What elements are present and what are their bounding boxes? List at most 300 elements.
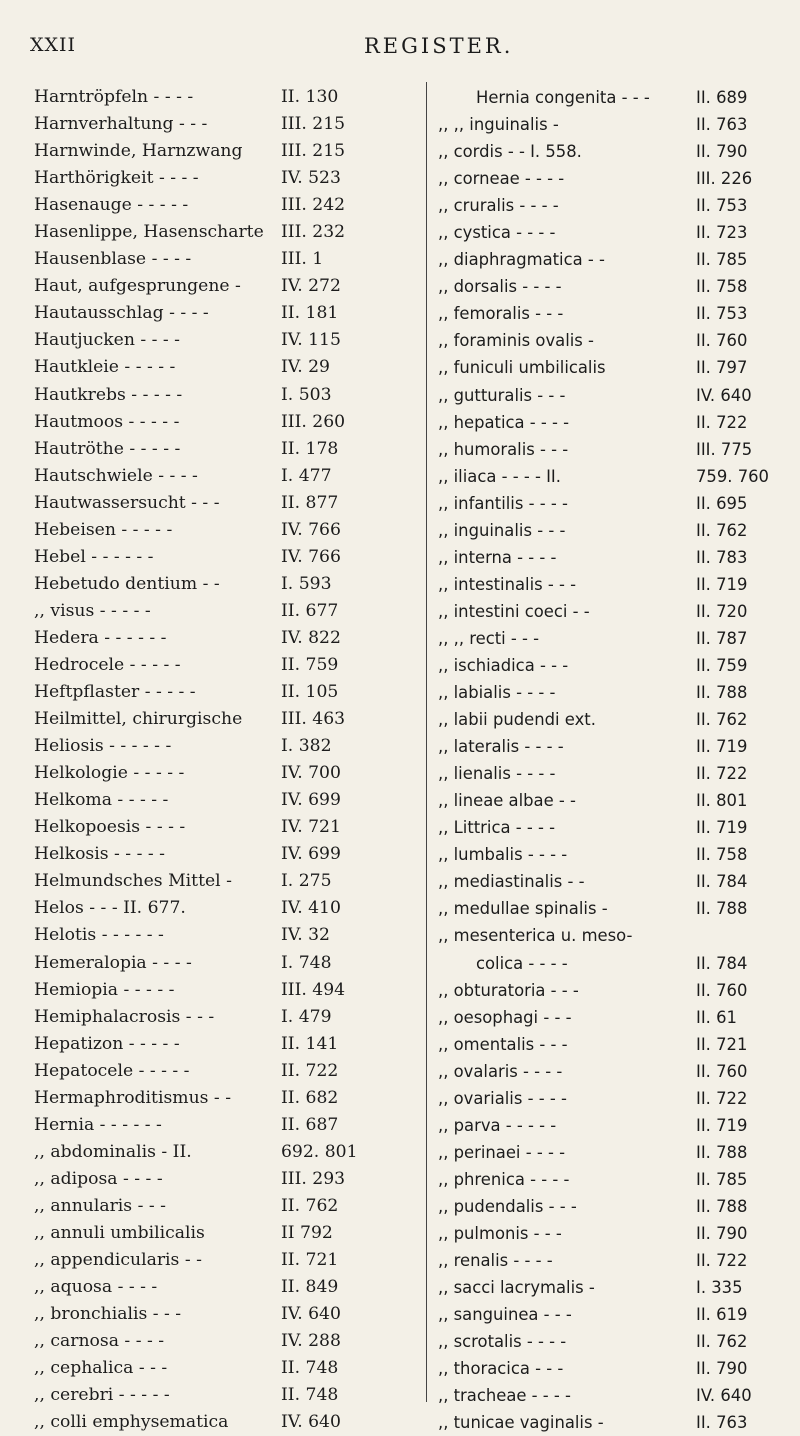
index-term: ,, appendicularis - -: [34, 1250, 202, 1271]
index-term: ,, infantilis - - - -: [438, 493, 568, 513]
index-term: Hebeisen - - - - -: [34, 519, 173, 540]
index-term: ,, sanguinea - - -: [438, 1305, 572, 1325]
index-reference: II. 762: [696, 1332, 748, 1352]
index-reference: I. 335: [696, 1278, 743, 1298]
index-reference: I. 503: [281, 384, 332, 405]
index-term: ,, annuli umbilicalis: [34, 1222, 205, 1243]
index-entry: [34, 1328, 406, 1355]
index-reference: II. 788: [696, 1196, 748, 1216]
index-term: Helkopoesis - - - -: [34, 817, 186, 838]
index-entry: [34, 760, 406, 787]
index-reference: II. 687: [281, 1114, 339, 1135]
index-reference: IV. 766: [281, 519, 341, 540]
index-reference: III. 260: [281, 411, 346, 432]
index-entry: [34, 598, 406, 625]
index-reference: II. 788: [696, 683, 748, 703]
index-term: ,, foraminis ovalis -: [438, 331, 594, 351]
index-term: ,, interna - - - -: [438, 547, 557, 567]
index-entry: [438, 246, 780, 273]
index-term: Heliosis - - - - - -: [34, 736, 172, 757]
index-entry: [438, 679, 780, 706]
index-term: Harntröpfeln - - - -: [34, 87, 194, 107]
index-reference: III. 463: [281, 709, 346, 730]
index-reference: III. 775: [696, 439, 753, 459]
index-reference: IV. 272: [281, 276, 341, 297]
index-term: ,, omentalis - - -: [438, 1034, 568, 1054]
index-term: ,, carnosa - - - -: [34, 1331, 165, 1352]
index-term: ,, mediastinalis - -: [438, 872, 585, 892]
index-entry: [34, 571, 406, 598]
index-reference: IV. 766: [281, 546, 341, 567]
index-term: ,, humoralis - - -: [438, 439, 569, 459]
index-reference: II. 849: [281, 1277, 339, 1298]
index-entry: [34, 1166, 406, 1193]
index-entry: [438, 273, 780, 300]
index-term: ,, bronchialis - - -: [34, 1304, 182, 1325]
index-reference: II. 788: [696, 899, 748, 919]
index-entry: [438, 598, 780, 625]
index-entry: [34, 138, 406, 165]
index-term: Hepatizon - - - - -: [34, 1033, 180, 1054]
index-term: ,, visus - - - - -: [34, 600, 151, 621]
index-entry: [438, 84, 780, 111]
index-term: ,, aquosa - - - -: [34, 1277, 158, 1298]
index-entry: [34, 950, 406, 977]
index-entry: [438, 544, 780, 571]
index-entry: [438, 1382, 780, 1409]
index-reference: II. 105: [281, 682, 339, 703]
index-reference: II. 722: [696, 764, 748, 784]
index-term: Hautjucken - - - -: [34, 330, 180, 351]
index-reference: II. 720: [696, 601, 748, 621]
index-term: Hautkrebs - - - - -: [34, 384, 183, 405]
index-term: Hautröthe - - - - -: [34, 438, 181, 459]
index-entry: [34, 625, 406, 652]
index-reference: I. 479: [281, 1006, 332, 1027]
index-term: Harthörigkeit - - - -: [34, 168, 199, 189]
index-reference: II. 695: [696, 493, 748, 513]
index-reference: II. 785: [696, 1169, 748, 1189]
index-reference: IV. 410: [281, 898, 341, 919]
index-reference: III. 494: [281, 979, 346, 1000]
index-entry: [438, 625, 780, 652]
index-entry: [438, 382, 780, 409]
index-entry: [438, 1166, 780, 1193]
index-entry: [34, 111, 406, 138]
index-entry: [438, 1193, 780, 1220]
index-entry: [34, 922, 406, 949]
index-reference: I. 382: [281, 736, 332, 757]
index-term: Hautausschlag - - - -: [34, 303, 209, 324]
index-term: ,, tunicae vaginalis -: [438, 1413, 604, 1433]
index-term: ,, iliaca - - - - II.: [438, 466, 561, 486]
index-term: ,, hepatica - - - -: [438, 412, 570, 432]
page-title: REGISTER.: [364, 34, 514, 58]
index-entry: [438, 463, 780, 490]
index-term: Hepatocele - - - - -: [34, 1060, 190, 1081]
index-entry: [438, 1355, 780, 1382]
index-entry: [34, 84, 406, 111]
index-entry: [34, 409, 406, 436]
index-entry: [438, 490, 780, 517]
column-divider: [426, 82, 427, 1402]
index-term: ,, intestinalis - - -: [438, 574, 577, 594]
index-entry: [438, 1409, 780, 1436]
index-reference: IV. 640: [281, 1304, 341, 1325]
index-entry: [438, 1058, 780, 1085]
index-reference: II 792: [281, 1222, 333, 1243]
index-entry: [34, 273, 406, 300]
index-entry: [438, 1139, 780, 1166]
index-term: Hasenauge - - - - -: [34, 195, 189, 216]
index-term: ,, lumbalis - - - -: [438, 845, 568, 865]
index-term: ,, pulmonis - - -: [438, 1223, 562, 1243]
index-reference: II. 760: [696, 331, 748, 351]
index-reference: IV. 699: [281, 844, 341, 865]
index-entry: [34, 517, 406, 544]
index-reference: IV. 640: [281, 1412, 341, 1433]
index-reference: IV. 32: [281, 925, 330, 946]
index-term: ,, intestini coeci - -: [438, 601, 590, 621]
index-reference: II. 719: [696, 1115, 748, 1135]
index-term: ,, colli emphysematica: [34, 1412, 229, 1433]
index-entry: [438, 922, 780, 949]
index-entry: [34, 1112, 406, 1139]
index-entry: [438, 327, 780, 354]
index-term: ,, inguinalis - - -: [438, 520, 566, 540]
index-term: ,, dorsalis - - - -: [438, 277, 562, 297]
index-reference: II. 722: [696, 1088, 748, 1108]
index-term: ,, tracheae - - - -: [438, 1386, 571, 1406]
index-reference: II. 723: [696, 223, 748, 243]
index-term: Hernia - - - - - -: [34, 1114, 162, 1135]
index-reference: II. 719: [696, 737, 748, 757]
index-reference: IV. 700: [281, 763, 341, 784]
index-reference: II. 762: [696, 710, 748, 730]
index-term: ,, phrenica - - - -: [438, 1169, 570, 1189]
index-reference: II. 784: [696, 953, 748, 973]
index-reference: II. 801: [696, 791, 748, 811]
index-reference: II. 753: [696, 196, 748, 216]
index-reference: II. 763: [696, 115, 748, 135]
index-entry: [34, 814, 406, 841]
index-entry: [34, 490, 406, 517]
index-entry: [34, 1193, 406, 1220]
index-reference: II. 790: [696, 1223, 748, 1243]
index-entry: [438, 1301, 780, 1328]
index-reference: II. 721: [281, 1250, 339, 1271]
index-entry: [438, 652, 780, 679]
index-term: ,, labii pudendi ext.: [438, 710, 596, 730]
index-reference: IV. 699: [281, 790, 341, 811]
index-term: ,, parva - - - - -: [438, 1115, 557, 1135]
index-term: ,, Littrica - - - -: [438, 818, 556, 838]
index-entry: [438, 571, 780, 598]
index-entry: [34, 706, 406, 733]
index-reference: II. 762: [696, 520, 748, 540]
index-entry: [438, 977, 780, 1004]
index-reference: II. 722: [281, 1060, 339, 1081]
page-number: XXII: [30, 34, 77, 56]
index-entry: [438, 814, 780, 841]
index-reference: II. 61: [696, 1007, 737, 1027]
index-entry: [438, 868, 780, 895]
index-entry: [34, 327, 406, 354]
index-entry: [34, 1274, 406, 1301]
index-reference: III. 215: [281, 114, 346, 135]
index-reference: II. 141: [281, 1033, 339, 1054]
index-reference: II. 689: [696, 88, 748, 107]
index-reference: II. 790: [696, 1359, 748, 1379]
index-entry: [34, 1139, 406, 1166]
index-entry: [438, 706, 780, 733]
index-entry: [438, 300, 780, 327]
index-term: Hebel - - - - - -: [34, 546, 154, 567]
index-term: ,, cordis - - I. 558.: [438, 142, 582, 162]
index-entry: [34, 463, 406, 490]
index-entry: [34, 787, 406, 814]
index-entry: [438, 1004, 780, 1031]
index-entry: [34, 841, 406, 868]
index-entry: [34, 246, 406, 273]
index-term: Hermaphroditismus - -: [34, 1087, 232, 1108]
index-term: ,, adiposa - - - -: [34, 1168, 163, 1189]
index-entry: [438, 1112, 780, 1139]
index-entry: [34, 868, 406, 895]
index-term: ,, ,, recti - - -: [438, 628, 540, 648]
index-term: Harnverhaltung - - -: [34, 114, 208, 135]
index-term: ,, cruralis - - - -: [438, 196, 559, 216]
index-term: Hasenlippe, Hasenscharte: [34, 222, 264, 243]
index-reference: II. 677: [281, 600, 339, 621]
index-term: ,, cerebri - - - - -: [34, 1385, 170, 1406]
index-entry: [438, 895, 780, 922]
index-term: Hedera - - - - - -: [34, 627, 167, 648]
index-entry: [34, 165, 406, 192]
index-entry: [34, 679, 406, 706]
index-term: ,, cephalica - - -: [34, 1358, 168, 1379]
index-reference: II. 753: [696, 304, 748, 324]
index-entry: [438, 1274, 780, 1301]
index-reference: II. 758: [696, 845, 748, 865]
index-reference: IV. 640: [696, 1386, 752, 1406]
index-entry: [34, 436, 406, 463]
index-term: colica - - - -: [476, 953, 568, 973]
index-reference: III. 226: [696, 169, 753, 189]
index-reference: IV. 822: [281, 627, 341, 648]
index-entry: [438, 409, 780, 436]
index-term: Hausenblase - - - -: [34, 249, 192, 270]
index-entry: [34, 382, 406, 409]
index-entry: [438, 1085, 780, 1112]
index-entry: [34, 895, 406, 922]
index-term: ,, medullae spinalis -: [438, 899, 608, 919]
index-reference: III. 242: [281, 195, 346, 216]
index-entry: [438, 138, 780, 165]
index-term: ,, scrotalis - - - -: [438, 1332, 567, 1352]
index-entry: [438, 517, 780, 544]
index-entry: [34, 652, 406, 679]
index-entry: [34, 1355, 406, 1382]
index-entry: [34, 1058, 406, 1085]
index-term: Helkologie - - - - -: [34, 763, 185, 784]
index-entry: [438, 760, 780, 787]
index-reference: II. 760: [696, 980, 748, 1000]
index-term: Helkoma - - - - -: [34, 790, 169, 811]
index-reference: I. 748: [281, 952, 332, 973]
index-reference: II. 877: [281, 492, 339, 513]
index-term: Hernia congenita - - -: [476, 88, 650, 107]
index-entry: [438, 950, 780, 977]
index-reference: IV. 523: [281, 168, 341, 189]
index-reference: IV. 640: [696, 385, 752, 405]
index-reference: II. 130: [281, 87, 339, 107]
index-term: ,, corneae - - - -: [438, 169, 565, 189]
index-reference: 759. 760: [696, 466, 769, 486]
index-entry: [34, 1382, 406, 1409]
index-reference: II. 784: [696, 872, 748, 892]
index-reference: III. 1: [281, 249, 324, 270]
index-reference: I. 275: [281, 871, 332, 892]
index-term: ,, thoracica - - -: [438, 1359, 564, 1379]
index-entry: [438, 354, 780, 381]
index-term: Helkosis - - - - -: [34, 844, 165, 865]
index-entry: [438, 787, 780, 814]
index-entry: [34, 1409, 406, 1436]
index-term: ,, abdominalis - II.: [34, 1141, 192, 1162]
index-entry: [34, 1004, 406, 1031]
index-reference: II. 760: [696, 1061, 748, 1081]
index-reference: II. 719: [696, 574, 748, 594]
left-index-column: [34, 84, 406, 1436]
index-term: Hautwassersucht - - -: [34, 492, 220, 513]
index-entry: [34, 1301, 406, 1328]
index-term: ,, labialis - - - -: [438, 683, 556, 703]
index-reference: IV. 115: [281, 330, 341, 351]
index-reference: II. 785: [696, 250, 748, 270]
index-term: ,, ovarialis - - - -: [438, 1088, 567, 1108]
index-reference: IV. 29: [281, 357, 330, 378]
index-reference: II. 759: [281, 654, 339, 675]
index-term: ,, ovalaris - - - -: [438, 1061, 563, 1081]
index-reference: II. 722: [696, 1251, 748, 1271]
index-entry: [438, 841, 780, 868]
index-reference: I. 593: [281, 573, 332, 594]
index-reference: III. 215: [281, 141, 346, 162]
index-entry: [438, 733, 780, 760]
index-reference: II. 619: [696, 1305, 748, 1325]
index-entry: [34, 354, 406, 381]
index-entry: [438, 1031, 780, 1058]
index-term: Hebetudo dentium - -: [34, 573, 220, 594]
index-entry: [34, 733, 406, 760]
index-term: ,, funiculi umbilicalis: [438, 358, 606, 378]
index-term: Hemiopia - - - - -: [34, 979, 175, 1000]
index-entry: [34, 1220, 406, 1247]
index-reference: III. 232: [281, 222, 346, 243]
index-term: Hemeralopia - - - -: [34, 952, 192, 973]
index-entry: [438, 165, 780, 192]
index-reference: II. 788: [696, 1142, 748, 1162]
index-reference: II. 759: [696, 655, 748, 675]
index-reference: III. 293: [281, 1168, 346, 1189]
index-term: Hemiphalacrosis - - -: [34, 1006, 215, 1027]
index-reference: II. 682: [281, 1087, 339, 1108]
index-entry: [438, 219, 780, 246]
index-term: Heftpflaster - - - - -: [34, 682, 196, 703]
index-reference: II. 787: [696, 628, 748, 648]
index-term: ,, obturatoria - - -: [438, 980, 579, 1000]
index-term: ,, diaphragmatica - -: [438, 250, 605, 270]
index-entry: [34, 1031, 406, 1058]
index-entry: [34, 544, 406, 571]
index-entry: [438, 1328, 780, 1355]
index-reference: II. 748: [281, 1358, 339, 1379]
index-entry: [34, 977, 406, 1004]
index-entry: [34, 1085, 406, 1112]
index-term: Helos - - - II. 677.: [34, 898, 186, 919]
index-term: ,, oesophagi - - -: [438, 1007, 572, 1027]
index-term: ,, gutturalis - - -: [438, 385, 566, 405]
page-header: [30, 34, 770, 62]
index-term: ,, lienalis - - - -: [438, 764, 556, 784]
index-reference: II. 763: [696, 1413, 748, 1433]
index-entry: [34, 1247, 406, 1274]
index-term: ,, ischiadica - - -: [438, 655, 569, 675]
index-term: ,, mesenterica u. meso-: [438, 926, 633, 946]
index-entry: [438, 436, 780, 463]
index-reference: II. 178: [281, 438, 339, 459]
index-reference: II. 797: [696, 358, 748, 378]
index-term: Heilmittel, chirurgische: [34, 709, 243, 730]
index-reference: II. 719: [696, 818, 748, 838]
index-reference: II. 721: [696, 1034, 748, 1054]
index-entry: [34, 192, 406, 219]
index-reference: II. 790: [696, 142, 748, 162]
index-entry: [438, 192, 780, 219]
index-term: Harnwinde, Harnzwang: [34, 141, 243, 162]
index-term: ,, cystica - - - -: [438, 223, 556, 243]
index-reference: II. 748: [281, 1385, 339, 1406]
index-term: ,, lateralis - - - -: [438, 737, 564, 757]
index-term: ,, perinaei - - - -: [438, 1142, 565, 1162]
index-reference: IV. 721: [281, 817, 341, 838]
index-entry: [438, 1220, 780, 1247]
index-term: ,, sacci lacrymalis -: [438, 1278, 595, 1298]
index-term: Hautmoos - - - - -: [34, 411, 180, 432]
index-reference: II. 783: [696, 547, 748, 567]
index-reference: I. 477: [281, 465, 332, 486]
index-term: ,, annularis - - -: [34, 1195, 166, 1216]
index-term: Helmundsches Mittel -: [34, 871, 232, 892]
index-reference: IV. 288: [281, 1331, 341, 1352]
index-entry: [438, 1247, 780, 1274]
index-term: Helotis - - - - - -: [34, 925, 164, 946]
index-term: Hautkleie - - - - -: [34, 357, 176, 378]
right-index-column: [438, 84, 780, 1436]
index-reference: II. 758: [696, 277, 748, 297]
index-term: Haut, aufgesprungene -: [34, 276, 241, 297]
index-reference: II. 762: [281, 1195, 339, 1216]
index-entry: [438, 111, 780, 138]
index-term: Hedrocele - - - - -: [34, 654, 181, 675]
index-reference: 692. 801: [281, 1141, 358, 1162]
index-entry: [34, 219, 406, 246]
index-reference: II. 181: [281, 303, 339, 324]
index-term: ,, renalis - - - -: [438, 1251, 553, 1271]
index-term: Hautschwiele - - - -: [34, 465, 198, 486]
index-entry: [34, 300, 406, 327]
